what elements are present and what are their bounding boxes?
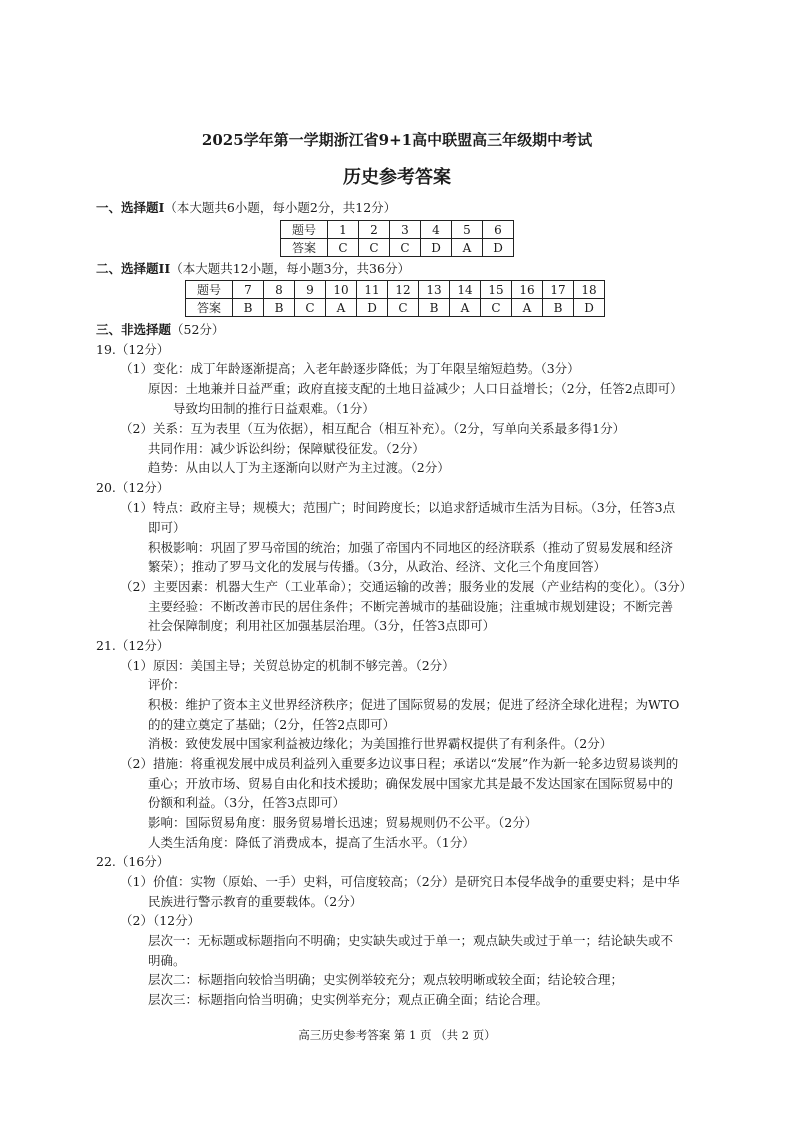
- table-cell: C: [328, 239, 359, 257]
- answer-line: （2）（12分）: [120, 913, 201, 928]
- table-cell: C: [481, 299, 512, 317]
- table-cell: B: [543, 299, 574, 317]
- table-cell: 14: [450, 281, 481, 299]
- answer-line: 繁荣）；推动了罗马文化的发展与传播。（3分，从政治、经济、文化三个角度回答）: [148, 559, 606, 574]
- table-cell: 16: [512, 281, 543, 299]
- answer-line: 原因：土地兼并日益严重；政府直接支配的土地日益减少；人口日益增长；（2分，任答2点即可）: [148, 381, 683, 396]
- answer-line: 即可）: [148, 520, 186, 535]
- table-cell: B: [233, 299, 264, 317]
- answer-line: 层次三：标题指向恰当明确；史实例举充分；观点正确全面；结论合理。: [148, 992, 549, 1007]
- table-cell: 15: [481, 281, 512, 299]
- answer-line: 19.（12分）: [96, 342, 170, 357]
- answer-line: （1）原因：美国主导；关贸总协定的机制不够完善。（2分）: [120, 658, 455, 673]
- section1-heading: [96, 200, 396, 216]
- table-cell: A: [452, 239, 483, 257]
- answer-line: 层次二：标题指向较恰当明确；史实例举较充分；观点较明晰或较全面；结论较合理；: [148, 972, 624, 987]
- answer-line: 影响：国际贸易角度：服务贸易增长迅速；贸易规则仍不公平。（2分）: [148, 815, 538, 830]
- answer-line: 积极：维护了资本主义世界经济秩序；促进了国际贸易的发展；促进了经济全球化进程；为WTO: [148, 697, 680, 712]
- section3-heading-note: （52分）: [171, 322, 225, 337]
- table-cell: D: [421, 239, 452, 257]
- answer-line: 22.（16分）: [96, 854, 170, 869]
- answer-line: 趋势：从由以人丁为主逐渐向以财产为主过渡。（2分）: [148, 460, 450, 475]
- answer-line: （1）价值：实物（原始、一手）史料，可信度较高；（2分）是研究日本侵华战争的重要史料；是中华: [120, 874, 680, 889]
- answer-line: （2）措施：将重视发展中成员利益列入重要多边议事日程；承诺以“发展”作为新一轮多边贸易谈判的: [120, 756, 679, 771]
- table-cell: 13: [419, 281, 450, 299]
- answer-line: 20.（12分）: [96, 480, 170, 495]
- table-cell: D: [574, 299, 605, 317]
- section2-heading-note: （本大题共12小题，每小题3分，共36分）: [170, 261, 410, 276]
- table-cell: A: [512, 299, 543, 317]
- table-cell: 1: [328, 221, 359, 239]
- row-label: 答案: [281, 239, 328, 257]
- table-cell: 5: [452, 221, 483, 239]
- answer-line: （2）主要因素：机器大生产（工业革命）；交通运输的改善；服务业的发展（产业结构的变化）。（3分）: [120, 579, 693, 594]
- section1-heading-bold: 一、选择题I: [96, 200, 165, 215]
- page-footer: 高三历史参考答案 第 1 页 （共 2 页）: [298, 1028, 496, 1042]
- answer-line: 消极：致使发展中国家利益被边缘化；为美国推行世界霸权提供了有利条件。（2分）: [148, 736, 613, 751]
- row-label: 题号: [281, 221, 328, 239]
- table-cell: 12: [388, 281, 419, 299]
- section2-heading-bold: 二、选择题II: [96, 261, 171, 276]
- answer-line: 层次一：无标题或标题指向不明确；史实缺失或过于单一；观点缺失或过于单一；结论缺失或不: [148, 933, 674, 948]
- table-cell: C: [295, 299, 326, 317]
- answer-table-1: [280, 220, 514, 257]
- answer-line: 份额和利益。（3分，任答3点即可）: [148, 795, 346, 810]
- row-label: 题号: [186, 281, 233, 299]
- table-cell: C: [388, 299, 419, 317]
- table-cell: 3: [390, 221, 421, 239]
- answer-line: 21.（12分）: [96, 638, 170, 653]
- answer-line: 人类生活角度：降低了消费成本，提高了生活水平。（1分）: [148, 835, 475, 850]
- section1-heading-note: （本大题共6小题，每小题2分，共12分）: [164, 200, 397, 215]
- table-cell: B: [264, 299, 295, 317]
- answer-line: 民族进行警示教育的重要载体。（2分）: [148, 894, 363, 909]
- table-cell: C: [390, 239, 421, 257]
- table-cell: 4: [421, 221, 452, 239]
- answer-line: 的的建立奠定了基础；（2分，任答2点即可）: [148, 717, 396, 732]
- page-subtitle: 历史参考答案: [343, 167, 451, 188]
- row-label: 答案: [186, 299, 233, 317]
- table-cell: D: [357, 299, 388, 317]
- table-cell: 2: [359, 221, 390, 239]
- section3-heading: [96, 322, 224, 338]
- exam-title: 2025学年第一学期浙江省9+1高中联盟高三年级期中考试: [201, 131, 593, 149]
- table-cell: 7: [233, 281, 264, 299]
- table-cell: 10: [326, 281, 357, 299]
- table-cell: 17: [543, 281, 574, 299]
- answer-line: （2）关系：互为表里（互为依据），相互配合（相互补充）。（2分，写单向关系最多得1分）: [120, 421, 626, 436]
- table-cell: 11: [357, 281, 388, 299]
- table-cell: 18: [574, 281, 605, 299]
- table-cell: D: [483, 239, 514, 257]
- answer-line: 积极影响：巩固了罗马帝国的统治；加强了帝国内不同地区的经济联系（推动了贸易发展和经济: [148, 540, 674, 555]
- answer-line: 评价：: [148, 677, 186, 692]
- answer-line: 社会保障制度；利用社区加强基层治理。（3分，任答3点即可）: [148, 618, 496, 633]
- section3-heading-bold: 三、非选择题: [96, 322, 172, 337]
- answer-line: （1）变化：成丁年龄逐渐提高；入老年龄逐步降低；为丁年限呈缩短趋势。（3分）: [120, 361, 580, 376]
- table-cell: 9: [295, 281, 326, 299]
- section2-heading: [96, 261, 410, 277]
- answer-line: （1）特点：政府主导；规模大；范围广；时间跨度长；以追求舒适城市生活为目标。（3分，任答3点: [120, 500, 676, 515]
- table-cell: 6: [483, 221, 514, 239]
- answer-line: 主要经验：不断改善市民的居住条件；不断完善城市的基础设施；注重城市规划建设；不断完善: [148, 599, 674, 614]
- answer-line: 重心；开放市场、贸易自由化和技术援助；确保发展中国家尤其是最不发达国家在国际贸易中的: [148, 776, 674, 791]
- table-cell: B: [419, 299, 450, 317]
- table-cell: A: [326, 299, 357, 317]
- table-cell: C: [359, 239, 390, 257]
- answer-line: 明确。: [148, 953, 186, 968]
- answer-line: 导致均田制的推行日益艰难。（1分）: [173, 401, 375, 416]
- answer-table-2: [185, 280, 605, 317]
- table-cell: A: [450, 299, 481, 317]
- table-cell: 8: [264, 281, 295, 299]
- answer-line: 共同作用：减少诉讼纠纷；保障赋役征发。（2分）: [148, 441, 425, 456]
